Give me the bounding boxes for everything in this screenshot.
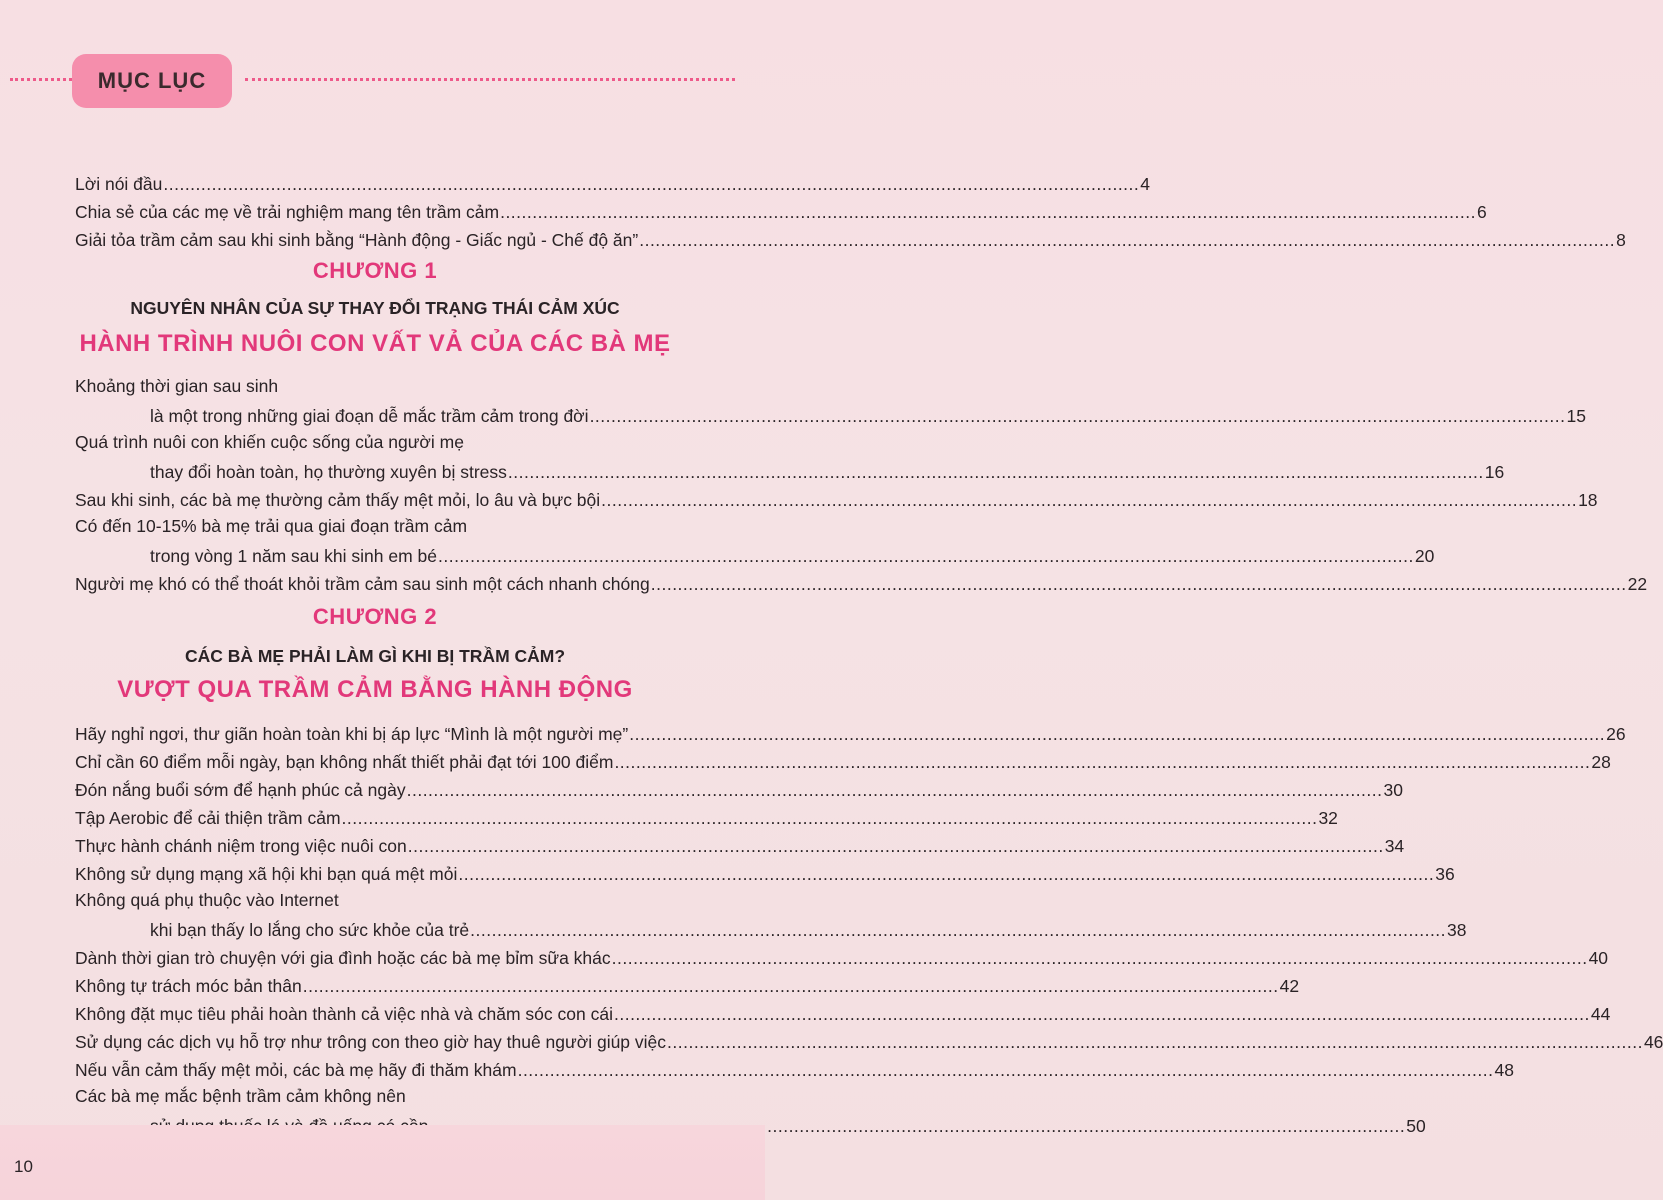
toc-entry-page: 6 [1476,202,1487,222]
toc-entry-title: Giải tỏa trầm cảm sau khi sinh bằng “Hành động - Giấc ngủ - Chế độ ăn” [75,230,639,250]
toc-entry[interactable] [75,1000,1611,1026]
toc-entry-page: 30 [1383,780,1403,800]
toc-entry-page: 46 [1643,1032,1663,1052]
toc-entry-title: trong vòng 1 năm sau khi sinh em bé [150,546,437,566]
toc-entry-page: 42 [1279,976,1300,996]
toc-entry-title: Nếu vẫn cảm thấy mệt mỏi, các bà mẹ hãy đi thăm khám [75,1060,517,1080]
toc-header-label: MỤC LỤC [97,68,207,93]
dot-leader [500,200,1476,224]
chapter-1-number: CHƯƠNG 1 [312,258,438,283]
dot-leader [651,572,1627,596]
toc-entry-title: Dành thời gian trò chuyện với gia đình hoặc các bà mẹ bỉm sữa khác [75,948,611,968]
toc-entry[interactable] [75,944,1609,970]
toc-entry[interactable] [150,916,1467,942]
dot-leader [601,488,1577,512]
dot-leader [629,722,1605,746]
dot-leader [590,404,1566,428]
toc-entry[interactable] [75,832,1405,858]
dot-leader [639,228,1615,252]
toc-header-tab [72,54,232,108]
toc-entry-page: 28 [1591,752,1611,772]
toc-entry[interactable] [150,542,1435,568]
toc-entry[interactable] [75,776,1403,802]
toc-entry-first-line[interactable]: Quá trình nuôi con khiến cuộc sống của người mẹ [75,432,464,452]
toc-entry-page: 36 [1435,864,1455,884]
toc-entry-page: 18 [1578,490,1598,510]
header-dotted-line-left [10,78,72,81]
toc-entry-page: 15 [1566,406,1586,426]
toc-entry-title: Không tự trách móc bản thân [75,976,302,996]
dot-leader [408,834,1384,858]
toc-entry-title: Sau khi sinh, các bà mẹ thường cảm thấy mệt mỏi, lo âu và bực bội [75,490,601,510]
toc-entry[interactable] [75,570,1648,596]
dot-leader [470,918,1446,942]
dot-leader [667,1030,1643,1054]
toc-entry[interactable] [75,198,1487,224]
toc-entry-page: 8 [1616,230,1626,250]
toc-entry[interactable] [150,458,1505,484]
toc-entry[interactable] [75,1028,1663,1054]
toc-entry-title: thay đổi hoàn toàn, họ thường xuyên bị stress [150,462,507,482]
dot-leader [407,778,1383,802]
toc-entry-title: là một trong những giai đoạn dễ mắc trầm cảm trong đời [150,406,589,426]
dot-leader [163,172,1139,196]
toc-entry[interactable] [75,748,1611,774]
chapter-2-subtitle: CÁC BÀ MẸ PHẢI LÀM GÌ KHI BỊ TRẦM CẢM? [184,646,566,666]
toc-entry[interactable] [75,486,1598,512]
toc-entry-title: Tập Aerobic để cải thiện trầm cảm [75,808,341,828]
toc-entry-page: 34 [1384,836,1405,856]
header-dotted-line-right [245,78,735,81]
page-number: 10 [14,1157,33,1176]
dot-leader [458,862,1434,886]
toc-entry-first-line[interactable]: Có đến 10-15% bà mẹ trải qua giai đoạn trầm cảm [75,516,468,536]
dot-leader [614,750,1590,774]
toc-entry-page: 4 [1140,174,1151,194]
chapter-1-subtitle: NGUYÊN NHÂN CỦA SỰ THAY ĐỔI TRẠNG THÁI CẢM XÚC [130,298,620,318]
toc-entry[interactable] [75,170,1151,196]
toc-entry[interactable] [75,1056,1514,1082]
toc-entry-title: Người mẹ khó có thể thoát khỏi trầm cảm sau sinh một cách nhanh chóng [75,574,650,594]
toc-entry-page: 38 [1447,920,1467,940]
toc-entry[interactable] [75,860,1455,886]
toc-entry-page: 44 [1590,1004,1611,1024]
toc-entry-title: khi bạn thấy lo lắng cho sức khỏe của trẻ [150,920,470,940]
dot-leader [518,1058,1494,1082]
dot-leader [438,544,1414,568]
toc-entry[interactable] [150,402,1586,428]
toc-entry-page: 32 [1318,808,1338,828]
toc-entry-page: 50 [1406,1116,1426,1136]
dot-leader [508,460,1484,484]
toc-entry-title: Lời nói đầu [75,174,163,194]
toc-entry-title: Đón nắng buổi sớm để hạnh phúc cả ngày [75,780,406,800]
toc-entry[interactable] [75,972,1300,998]
toc-entry-title: Hãy nghỉ ngơi, thư giãn hoàn toàn khi bị áp lực “Mình là một người mẹ” [75,724,629,744]
dot-leader [303,974,1279,998]
dot-leader [614,1002,1590,1026]
toc-entry-title: Thực hành chánh niệm trong việc nuôi con [75,836,407,856]
toc-entry-title: Không đặt mục tiêu phải hoàn thành cả việc nhà và chăm sóc con cái [75,1004,613,1024]
toc-entry-page: 16 [1484,462,1505,482]
toc-entry-first-line[interactable]: Các bà mẹ mắc bệnh trầm cảm không nên [75,1086,406,1106]
dot-leader [342,806,1318,830]
toc-entry-title: Không sử dụng mạng xã hội khi bạn quá mệt mỏi [75,864,458,884]
toc-entry-first-line[interactable]: Khoảng thời gian sau sinh [75,376,279,396]
toc-entry[interactable] [75,720,1626,746]
toc-entry-page: 22 [1627,574,1648,594]
toc-entry-page: 26 [1606,724,1626,744]
toc-entry[interactable] [75,226,1626,252]
toc-entry-title: Sử dụng các dịch vụ hỗ trợ như trông con theo giờ hay thuê người giúp việc [75,1032,667,1052]
toc-entry-page: 48 [1494,1060,1514,1080]
toc-entry[interactable] [75,804,1338,830]
chapter-2-title: VƯỢT QUA TRẦM CẢM BẰNG HÀNH ĐỘNG [117,676,633,703]
footer-band [0,1125,765,1200]
toc-entry-page: 40 [1588,948,1609,968]
toc-entry-title: Chỉ cần 60 điểm mỗi ngày, bạn không nhất thiết phải đạt tới 100 điểm [75,752,614,772]
toc-entry-first-line[interactable]: Không quá phụ thuộc vào Internet [75,890,339,910]
toc-entry-title: Chia sẻ của các mẹ về trải nghiệm mang tên trầm cảm [75,202,500,222]
chapter-1-title: HÀNH TRÌNH NUÔI CON VẤT VẢ CỦA CÁC BÀ MẸ [79,330,671,357]
chapter-2-number: CHƯƠNG 2 [312,604,438,629]
toc-entry-page: 20 [1414,546,1435,566]
dot-leader [612,946,1588,970]
